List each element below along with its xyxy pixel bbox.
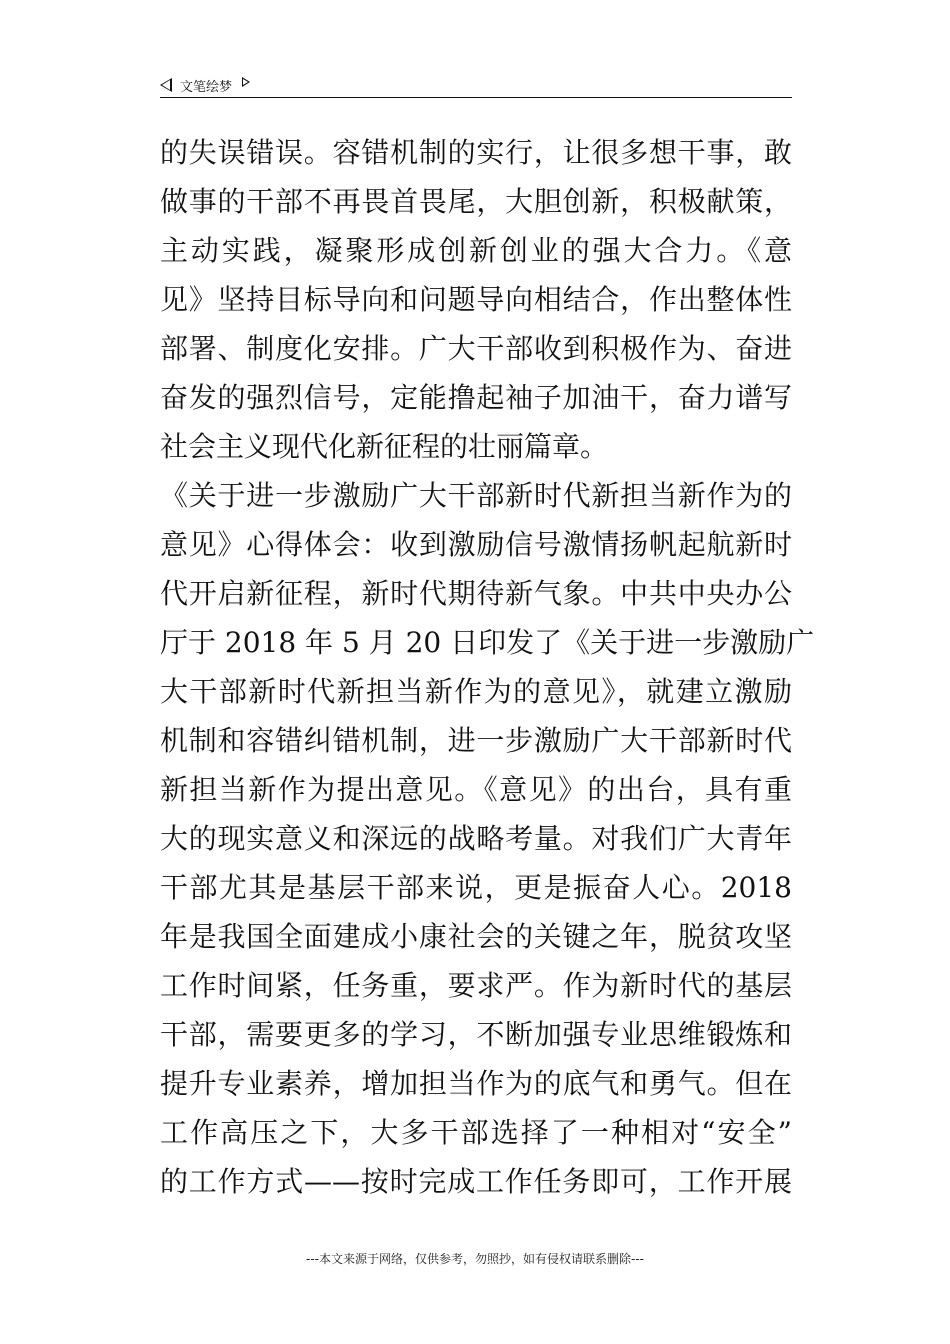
body-line: 意见》心得体会：收到激励信号激情扬帆起航新时 bbox=[160, 528, 792, 561]
triangle-left-icon bbox=[160, 78, 172, 92]
page-footer: ---本文来源于网络，仅供参考，勿照抄，如有侵权请联系删除--- bbox=[306, 1252, 644, 1266]
body-line: 见》坚持目标导向和问题导向相结合，作出整体性 bbox=[160, 283, 792, 316]
body-line: 工作高压之下，大多干部选择了一种相对“安全” bbox=[160, 1116, 792, 1149]
body-line: 的工作方式——按时完成工作任务即可，工作开展 bbox=[160, 1165, 792, 1198]
body-line: 大的现实意义和深远的战略考量。对我们广大青年 bbox=[160, 822, 792, 855]
body-line: 干部，需要更多的学习，不断加强专业思维锻炼和 bbox=[160, 1018, 792, 1051]
body-line: 做事的干部不再畏首畏尾，大胆创新，积极献策， bbox=[160, 185, 792, 218]
header-title: 文笔绘梦 bbox=[180, 79, 233, 95]
body-line: 奋发的强烈信号，定能撸起袖子加油干，奋力谱写 bbox=[160, 381, 792, 414]
body-line: 代开启新征程，新时代期待新气象。中共中央办公 bbox=[160, 577, 792, 610]
body-line: 部署、制度化安排。广大干部收到积极作为、奋进 bbox=[160, 332, 792, 365]
body-line: 社会主义现代化新征程的壮丽篇章。 bbox=[160, 430, 609, 463]
body-line: 年是我国全面建成小康社会的关键之年，脱贫攻坚 bbox=[160, 920, 792, 953]
body-line: 干部尤其是基层干部来说，更是振奋人心。2018 bbox=[160, 871, 792, 904]
document-body bbox=[160, 128, 815, 1206]
triangle-right-icon bbox=[242, 77, 250, 87]
body-line: 厅于 2018 年 5 月 20 日印发了《关于进一步激励广 bbox=[160, 626, 815, 659]
body-line: 《关于进一步激励广大干部新时代新担当新作为的 bbox=[160, 479, 792, 512]
body-line: 新担当新作为提出意见。《意见》的出台，具有重 bbox=[160, 773, 792, 806]
page-header bbox=[160, 72, 792, 98]
body-line: 工作时间紧，任务重，要求严。作为新时代的基层 bbox=[160, 969, 792, 1002]
body-line: 的失误错误。容错机制的实行，让很多想干事，敢 bbox=[160, 136, 792, 169]
body-line: 机制和容错纠错机制，进一步激励广大干部新时代 bbox=[160, 724, 792, 757]
body-line: 提升专业素养，增加担当作为的底气和勇气。但在 bbox=[160, 1067, 792, 1100]
body-line: 主动实践，凝聚形成创新创业的强大合力。《意 bbox=[160, 234, 792, 267]
body-line: 大干部新时代新担当新作为的意见》，就建立激励 bbox=[160, 675, 792, 708]
header-divider bbox=[160, 97, 792, 98]
